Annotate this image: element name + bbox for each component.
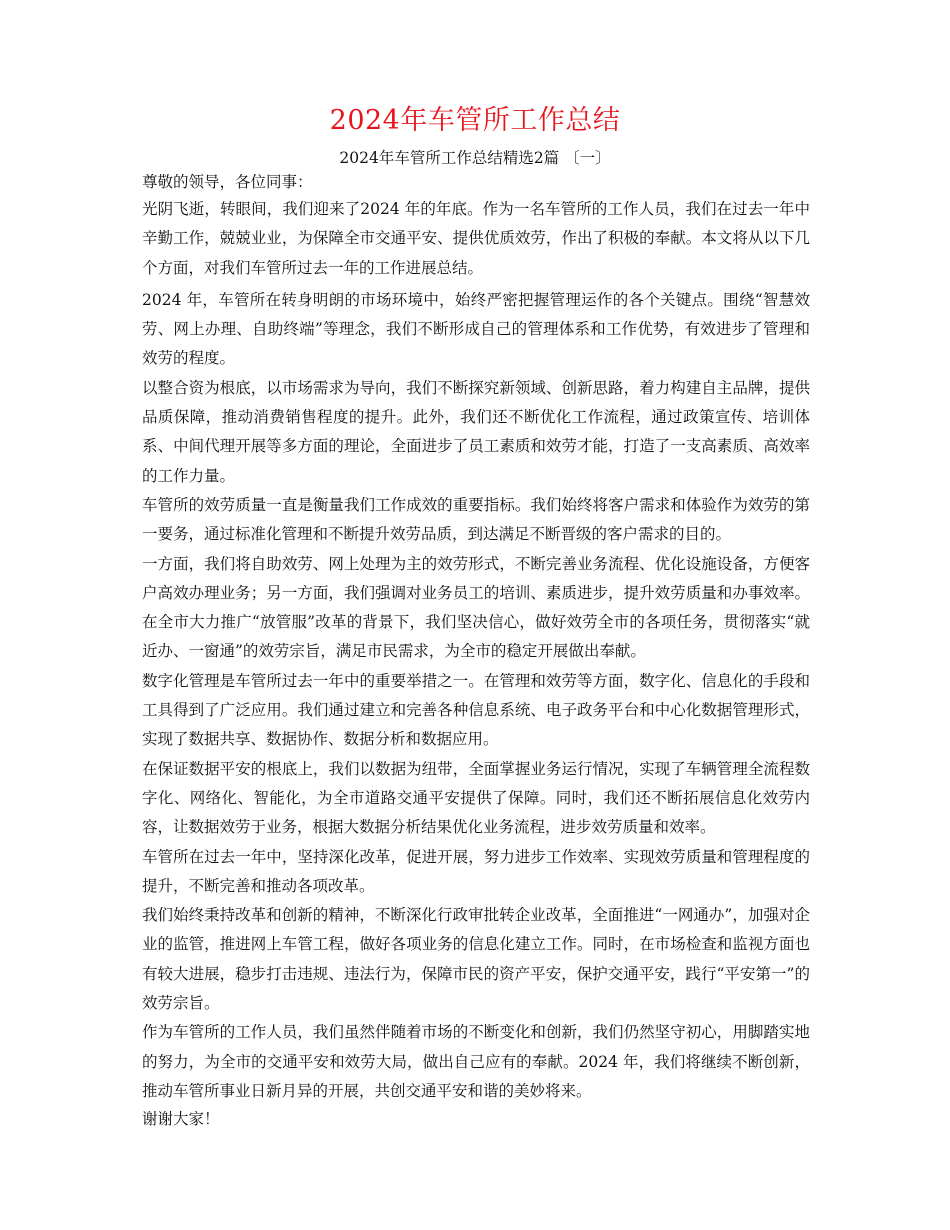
greeting: 尊敬的领导，各位同事：: [142, 173, 313, 191]
paragraph: 数字化管理是车管所过去一年中的重要举措之一。在管理和效劳等方面，数字化、信息化的手段和工具得到了广泛应用。我们通过建立和完善各种信息系统、电子政务平台和中心化数据管理形式，实现了数据共享、数据协作、数据分析和数据应用。: [142, 671, 810, 749]
document-body: [142, 171, 810, 1130]
paragraph: 车管所的效劳质量一直是衡量我们工作成效的重要指标。我们始终将客户需求和体验作为效劳的第一要务，通过标准化管理和不断提升效劳品质，到达满足不断晋级的客户需求的目的。: [142, 495, 810, 544]
document-subtitle: 2024年车管所工作总结精选2篇 〔一〕: [339, 149, 611, 167]
paragraph: 2024 年，车管所在转身明朗的市场环境中，始终严密把握管理运作的各个关键点。围绕“智慧效劳、网上办理、自助终端”等理念，我们不断形成自己的管理体系和工作优势，有效进步了管理和效劳的程度。: [142, 290, 810, 368]
paragraph: 在保证数据平安的根底上，我们以数据为纽带，全面掌握业务运行情况，实现了车辆管理全流程数字化、网络化、智能化，为全市道路交通平安提供了保障。同时，我们还不断拓展信息化效劳内容，让数据效劳于业务，根据大数据分析结果优化业务流程，进步效劳质量和效率。: [142, 759, 810, 837]
paragraph: 作为车管所的工作人员，我们虽然伴随着市场的不断变化和创新，我们仍然坚守初心，用脚踏实地的努力，为全市的交通平安和效劳大局，做出自己应有的奉献。2024 年，我们将继续不断创新，推动车管所事业日新月异的开展，共创交通平安和谐的美妙将来。: [142, 1023, 810, 1100]
paragraph: 一方面，我们将自助效劳、网上处理为主的效劳形式，不断完善业务流程、优化设施设备，方便客户高效办理业务；另一方面，我们强调对业务员工的培训、素质进步，提升效劳质量和办事效率。在全市大力推广“放管服”改革的背景下，我们坚决信心，做好效劳全市的各项任务，贯彻落实“就近办、一窗通”的效劳宗旨，满足市民需求，为全市的稳定开展做出奉献。: [142, 554, 810, 661]
paragraph: 以整合资为根底，以市场需求为导向，我们不断探究新领域、创新思路，着力构建自主品牌，提供品质保障，推动消费销售程度的提升。此外，我们还不断优化工作流程，通过政策宣传、培训体系、中间代理开展等多方面的理论，全面进步了员工素质和效劳才能，打造了一支高素质、高效率的工作力量。: [142, 378, 810, 485]
closing-thanks: 谢谢大家！: [142, 1110, 220, 1129]
paragraph-intro: 光阴飞逝，转眼间，我们迎来了2024 年的年底。作为一名车管所的工作人员，我们在过去一年中辛勤工作，兢兢业业，为保障全市交通平安、提供优质效劳，作出了积极的奉献。本文将从以下几个方面，对我们车管所过去一年的工作进展总结。: [142, 200, 810, 277]
paragraph: 车管所在过去一年中，坚持深化改革，促进开展，努力进步工作效率、实现效劳质量和管理程度的提升，不断完善和推动各项改革。: [142, 847, 810, 895]
paragraph: 我们始终秉持改革和创新的精神，不断深化行政审批转企业改革，全面推进“一网通办”，加强对企业的监管，推进网上车管工程，做好各项业务的信息化建立工作。同时，在市场检查和监视方面也有较大进展，稳步打击违规、违法行为，保障市民的资产平安，保护交通平安，践行“平安第一”的效劳宗旨。: [142, 906, 810, 1013]
document-title: 2024年车管所工作总结: [329, 105, 621, 136]
